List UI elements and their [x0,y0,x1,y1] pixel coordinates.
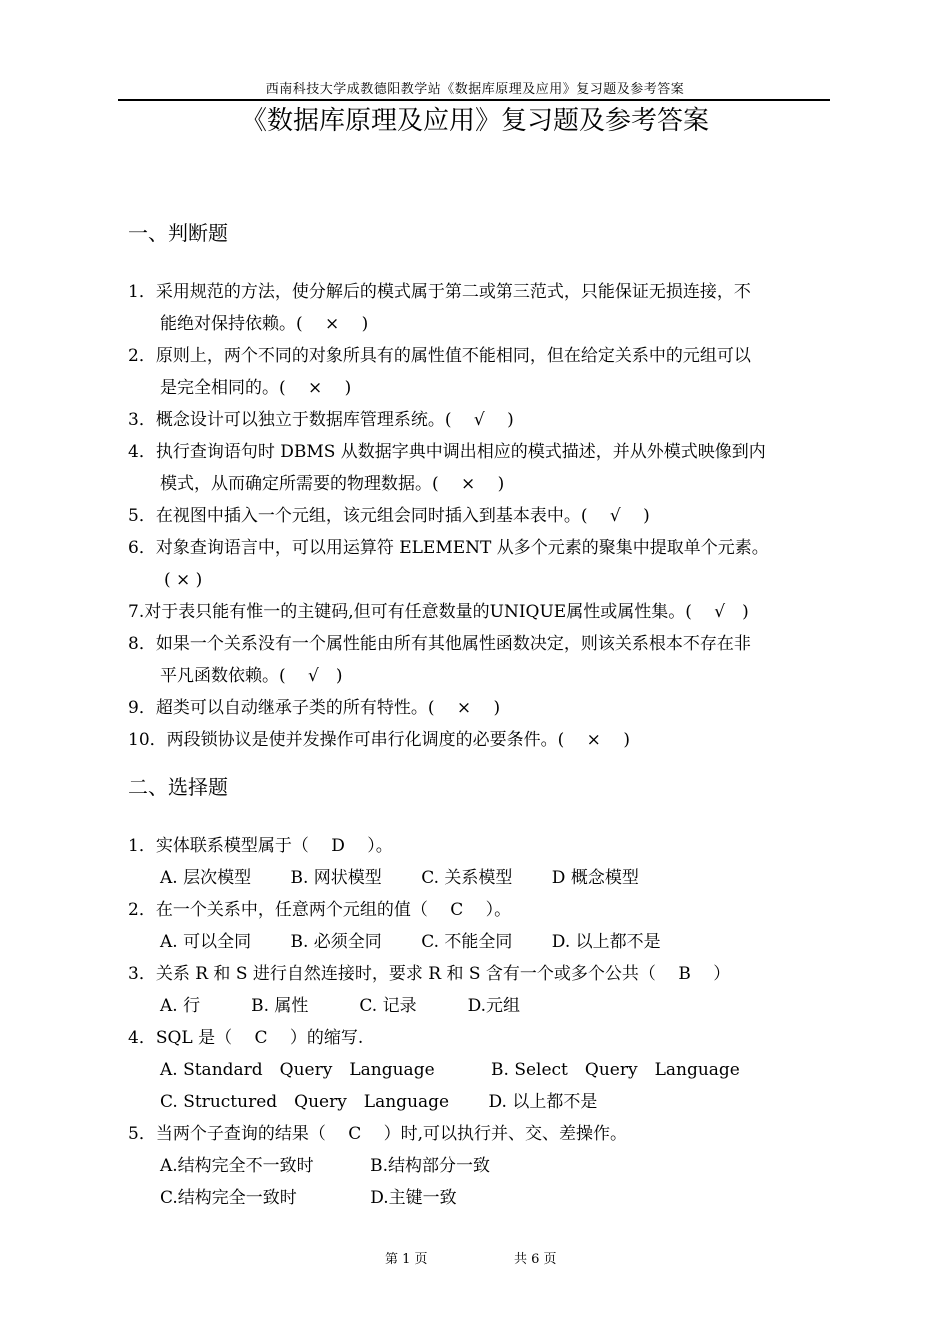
q1-7-line: 7.对于表只能有惟一的主键码,但可有任意数量的UNIQUE属性或属性集。( √ ) [128,602,749,622]
q2-2-question: 2．在一个关系中，任意两个元组的值（ C ）。 [128,900,512,920]
q1-9-line: 9．超类可以自动继承子类的所有特性。( × ) [128,698,501,718]
q1-4-line2: 模式，从而确定所需要的物理数据。( × ) [160,474,505,494]
q1-4-line1: 4．执行查询语句时 DBMS 从数据字典中调出相应的模式描述，并从外模式映像到内 [128,442,766,462]
q1-6-line1: 6．对象查询语言中，可以用运算符 ELEMENT 从多个元素的聚集中提取单个元素。 [128,538,769,558]
q1-5-line: 5．在视图中插入一个元组，该元组会同时插入到基本表中。( √ ) [128,506,650,526]
q1-1-line2: 能绝对保持依赖。( × ) [160,314,369,334]
q2-3-question: 3．关系 R 和 S 进行自然连接时，要求 R 和 S 含有一个或多个公共（ B ） [128,964,731,984]
q1-8-line2: 平凡函数依赖。( √ ) [160,666,343,686]
q2-4-options-ab: A. Standard Query Language B. Select Query Language [160,1060,740,1080]
q2-4-options-cd: C. Structured Query Language D. 以上都不是 [160,1092,598,1112]
page-number-current: 第 1 页 [385,1252,428,1267]
q1-6-line2: ( × ) [164,570,203,590]
header-rule [118,99,830,101]
page-number-total: 共 6 页 [514,1252,557,1267]
q2-5-question: 5．当两个子查询的结果（ C ）时,可以执行并、交、差操作。 [128,1124,628,1144]
document-title: 《数据库原理及应用》复习题及参考答案 [240,106,709,136]
section-heading-true-false: 一、判断题 [128,221,228,245]
q1-8-line1: 8．如果一个关系没有一个属性能由所有其他属性函数决定，则该关系根本不存在非 [128,634,751,654]
q2-4-question: 4．SQL 是（ C ）的缩写. [128,1028,364,1048]
q1-2-line2: 是完全相同的。( × ) [160,378,352,398]
q2-3-options: A. 行 B. 属性 C. 记录 D.元组 [160,996,521,1016]
section-heading-multiple-choice: 二、选择题 [128,775,228,799]
q1-10-line: 10．两段锁协议是使并发操作可串行化调度的必要条件。( × ) [128,730,630,750]
q2-2-options: A. 可以全同 B. 必须全同 C. 不能全同 D. 以上都不是 [160,932,661,952]
q1-3-line: 3．概念设计可以独立于数据库管理系统。( √ ) [128,410,514,430]
q2-1-question: 1．实体联系模型属于（ D ）。 [128,836,393,856]
q2-5-options-ab: A.结构完全不一致时 B.结构部分一致 [160,1156,490,1176]
q1-1-line1: 1．采用规范的方法，使分解后的模式属于第二或第三范式，只能保证无损连接，不 [128,282,751,302]
q1-2-line1: 2．原则上，两个不同的对象所具有的属性值不能相同，但在给定关系中的元组可以 [128,346,751,366]
q2-1-options: A. 层次模型 B. 网状模型 C. 关系模型 D 概念模型 [160,868,639,888]
q2-5-options-cd: C.结构完全一致时 D.主键一致 [160,1188,457,1208]
running-header: 西南科技大学成教德阳教学站《数据库原理及应用》复习题及参考答案 [265,82,685,97]
